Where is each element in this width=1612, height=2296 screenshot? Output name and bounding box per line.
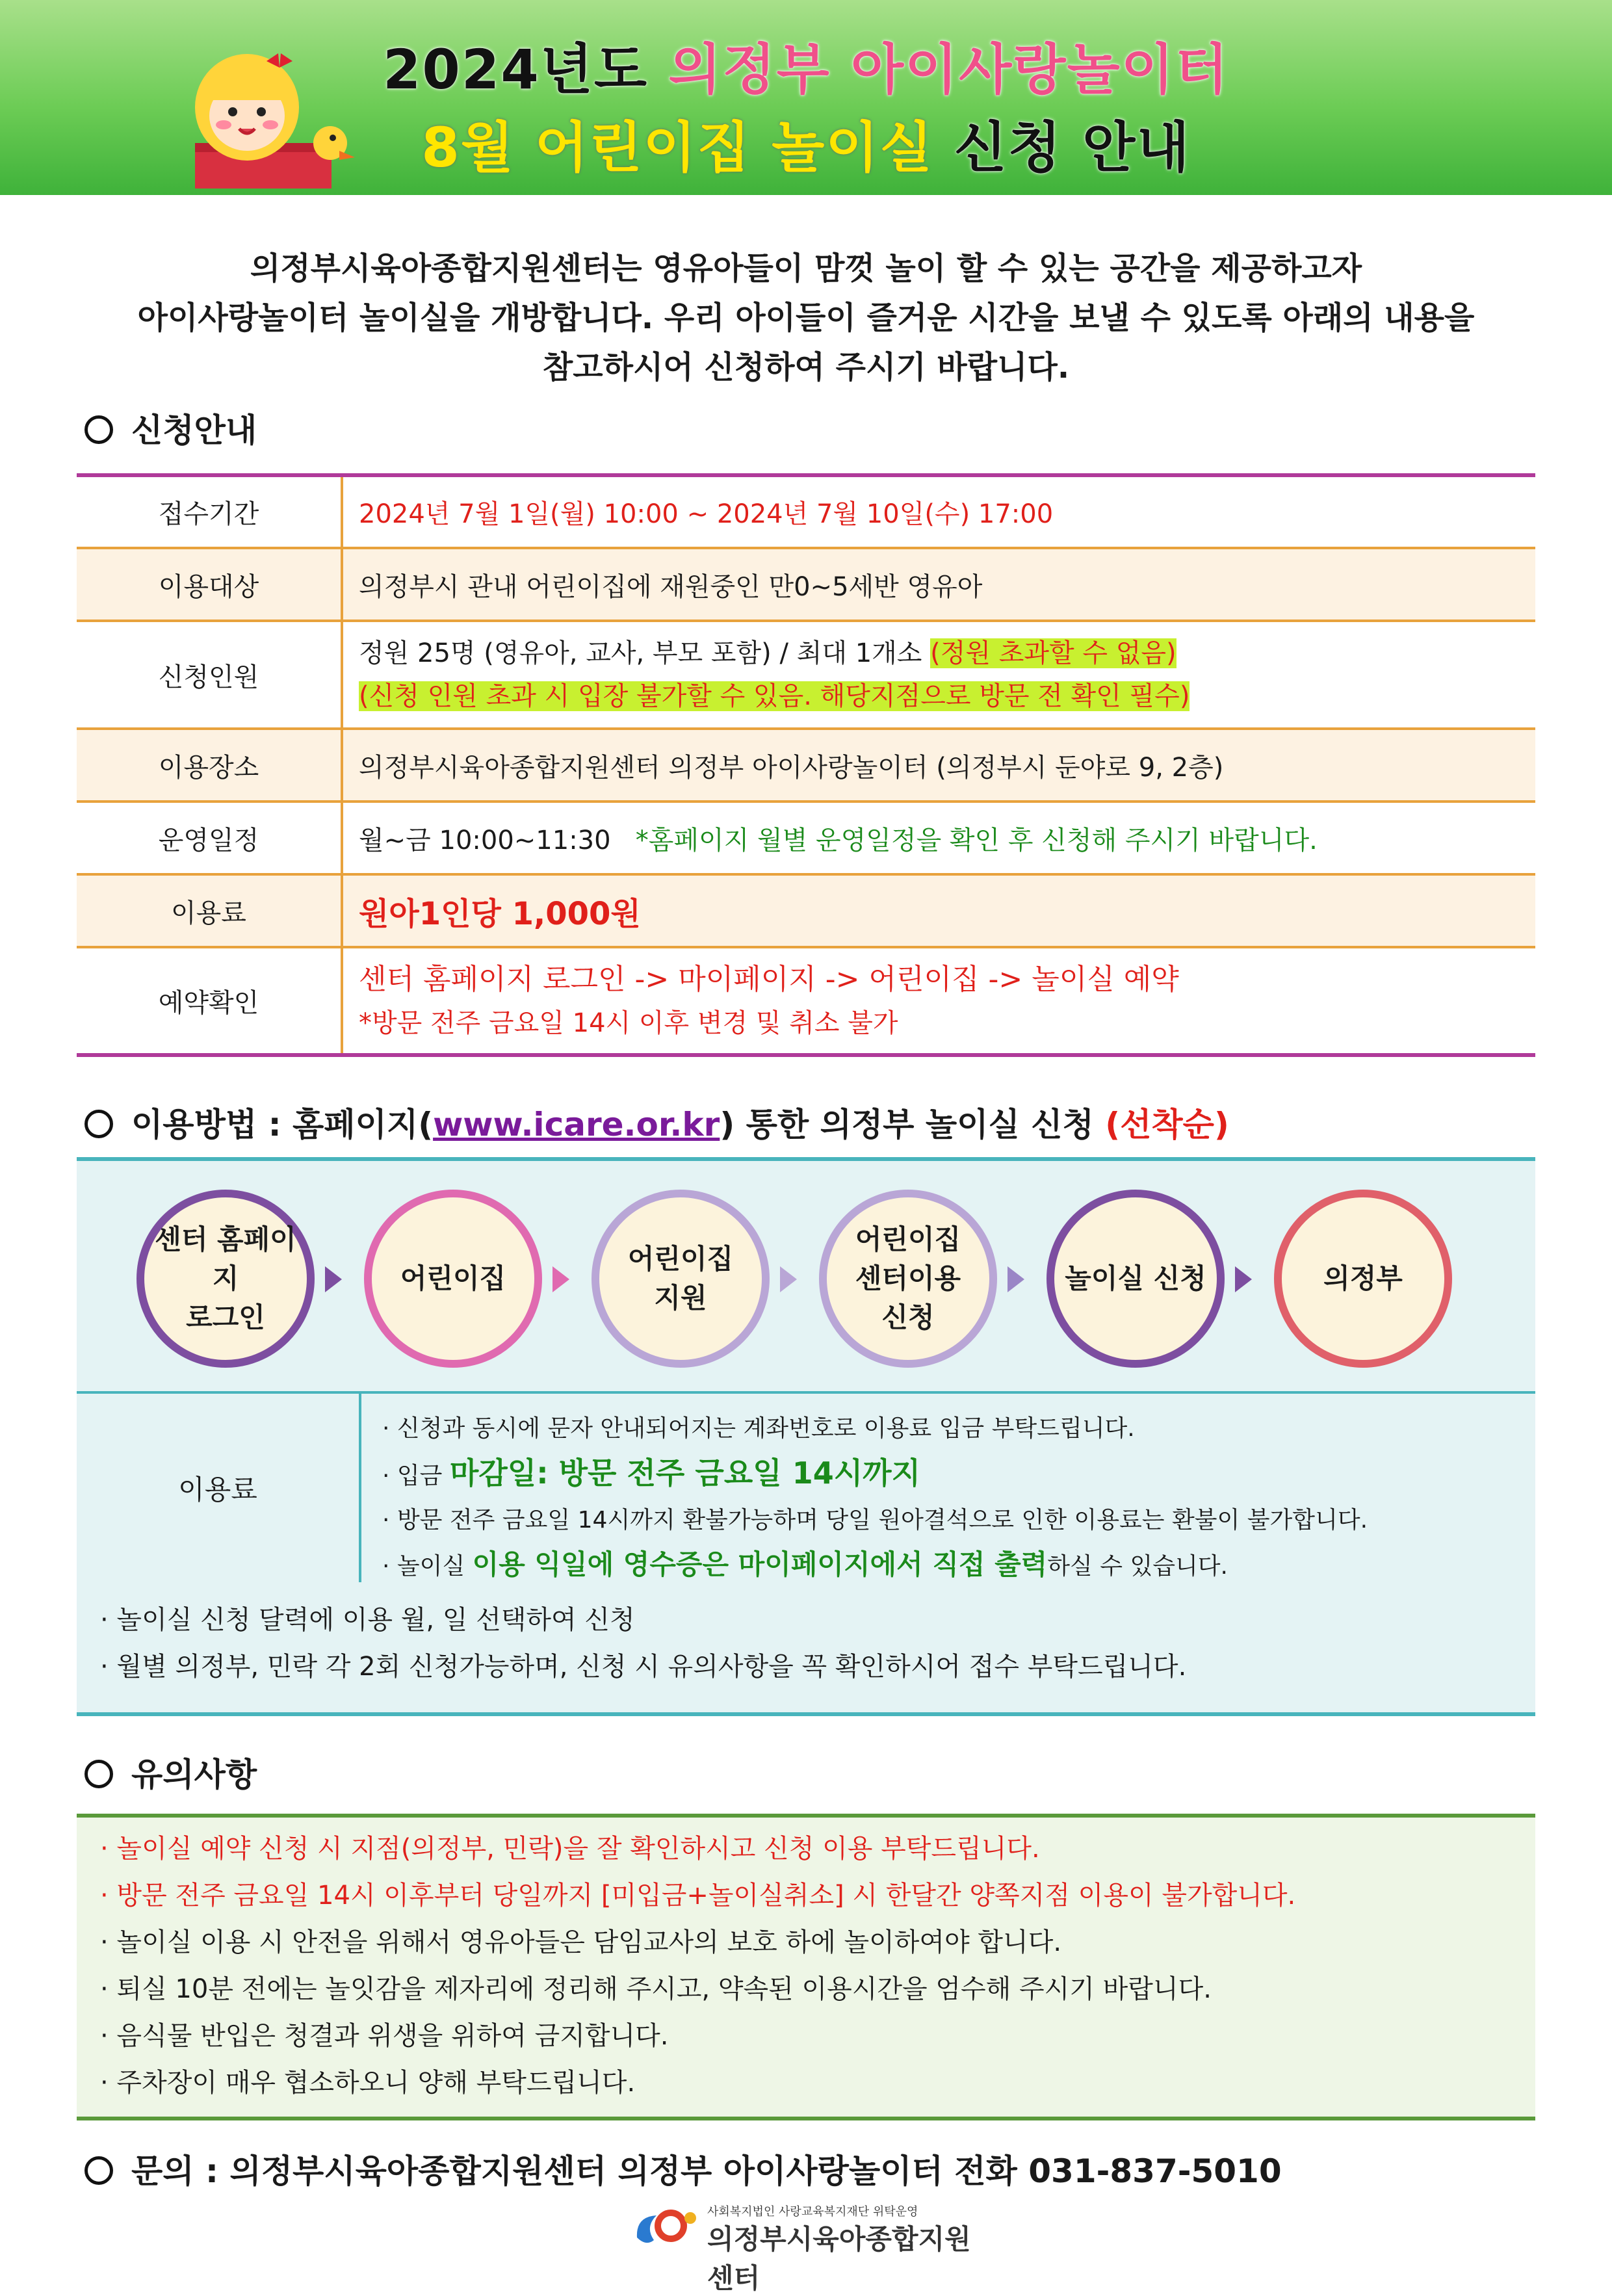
usage-notes: [77, 1582, 1535, 1716]
step-text: 의정부: [1323, 1262, 1403, 1294]
fee-details: [77, 1391, 1535, 1585]
step-text: 센터 홈페이지: [155, 1223, 296, 1294]
circle-bullet-icon: [84, 2156, 113, 2185]
arrow-right-icon: [1235, 1266, 1252, 1292]
confirm-value: 센터 홈페이지 로그인 -> 마이페이지 -> 어린이집 -> 놀이실 예약: [359, 962, 1179, 996]
step-playroom: [1046, 1190, 1225, 1368]
title-room: 어린이집 놀이실: [535, 116, 934, 179]
title-line-1: [0, 26, 1612, 105]
list-item: · 퇴실 10분 전에는 놀잇감을 제자리에 정리해 주시고, 약속된 이용시간을 엄수해 주시기 바랍니다.: [100, 1974, 1212, 2004]
step-text: 신청: [881, 1301, 935, 1333]
table-row: [77, 874, 1535, 947]
section-method-heading: [84, 1099, 1229, 1145]
place-label: 이용장소: [77, 729, 342, 802]
list-item: · 방문 전주 금요일 14시 이후부터 당일까지 [미입금+놀이실취소] 시 한달간 양쪽지점 이용이 불가합니다.: [100, 1881, 1296, 1911]
fee-value: 원아1인당 1,000원: [342, 874, 1535, 947]
target-label: 이용대상: [77, 548, 342, 621]
intro-text: [0, 244, 1612, 392]
count-note: (정원 초과할 수 없음): [930, 638, 1176, 668]
list-item: · 놀이실 예약 신청 시 지점(의정부, 민락)을 잘 확인하시고 신청 이용 부탁드립니다.: [100, 1834, 1040, 1864]
step-text: 어린이집: [855, 1223, 961, 1255]
method-prefix: 이용방법 : 홈페이지(: [131, 1106, 434, 1143]
schedule-note: *홈페이지 월별 운영일정을 확인 후 신청해 주시기 바랍니다.: [635, 825, 1318, 855]
method-note: (선착순): [1105, 1106, 1229, 1143]
circle-bullet-icon: [84, 1760, 113, 1788]
logo-subtitle: 사회복지법인 사랑교육복지재단 위탁운영: [707, 2205, 918, 2219]
step-support: [592, 1190, 770, 1368]
confirm-label: 예약확인: [77, 947, 342, 1055]
info-table: [77, 473, 1535, 1057]
caution-text: [100, 1825, 1295, 2106]
caution-list: [77, 1814, 1535, 2120]
section-caution-title: 유의사항: [131, 1756, 257, 1794]
usage-notes-text: [100, 1597, 1186, 1690]
confirm-cell: [342, 947, 1535, 1055]
period-label: 접수기간: [77, 475, 342, 548]
count-cell: [342, 621, 1535, 729]
table-row: [77, 548, 1535, 621]
method-suffix: ) 통한 의정부 놀이실 신청: [720, 1106, 1094, 1143]
list-item: · 놀이실 신청 달력에 이용 월, 일 선택하여 신청: [100, 1605, 635, 1635]
step-login: [136, 1190, 315, 1368]
title-apply: 신청 안내: [954, 116, 1191, 179]
table-row: [77, 802, 1535, 874]
fee-label: 이용료: [77, 874, 342, 947]
place-value: 의정부시육아종합지원센터 의정부 아이사랑놀이터 (의정부시 둔야로 9, 2층): [342, 729, 1535, 802]
title-year: 2024년도: [382, 38, 649, 101]
header-banner: [0, 0, 1612, 195]
period-value: 2024년 7월 1일(월) 10:00 ~ 2024년 7월 10일(수) 17:00: [342, 475, 1535, 548]
section-apply-heading: [84, 404, 257, 451]
fee-line-4-prefix: · 놀이실: [382, 1553, 473, 1580]
step-uijeongbu: [1274, 1190, 1452, 1368]
section-apply-title: 신청안내: [131, 411, 257, 449]
list-item: · 월별 의정부, 민락 각 2회 신청가능하며, 신청 시 유의사항을 꼭 확인하시어 접수 부탁드립니다.: [100, 1652, 1187, 1682]
intro-line-1: 의정부시육아종합지원센터는 영유아들이 맘껏 놀이 할 수 있는 공간을 제공하고자: [250, 250, 1362, 287]
schedule-cell: [342, 802, 1535, 874]
table-row: [77, 621, 1535, 729]
schedule-label: 운영일정: [77, 802, 342, 874]
step-daycare: [364, 1190, 542, 1368]
schedule-value: 월~금 10:00~11:30: [359, 825, 611, 855]
center-logo-icon: [630, 2201, 702, 2253]
target-value: 의정부시 관내 어린이집에 재원중인 만0~5세반 영유아: [342, 548, 1535, 621]
fee-line-1: · 신청과 동시에 문자 안내되어지는 계좌번호로 이용료 입금 부탁드립니다.: [382, 1415, 1135, 1442]
title-line-2: [0, 104, 1612, 183]
table-row: [77, 729, 1535, 802]
fee-receipt: 이용 익일에 영수증은 마이페이지에서 직접 출력: [472, 1548, 1048, 1580]
table-row: [77, 947, 1535, 1055]
confirm-note: *방문 전주 금요일 14시 이후 변경 및 취소 불가: [359, 1008, 898, 1038]
circle-bullet-icon: [84, 1110, 113, 1138]
count-warning: (신청 인원 초과 시 입장 불가할 수 있음. 해당지점으로 방문 전 확인 필수): [359, 681, 1190, 711]
intro-line-2: 아이사랑놀이터 놀이실을 개방합니다. 우리 아이들이 즐거운 시간을 보낼 수 있도록 아래의 내용을: [137, 300, 1475, 336]
contact-text: 문의 : 의정부시육아종합지원센터 의정부 아이사랑놀이터 전화 031-837-5010: [131, 2152, 1282, 2190]
center-logo: [630, 2198, 994, 2294]
fee-line-3: · 방문 전주 금요일 14시까지 환불가능하며 당일 원아결석으로 인한 이용료는 환불이 불가합니다.: [382, 1507, 1368, 1533]
section-caution-heading: [84, 1749, 257, 1795]
step-text: 어린이집: [627, 1243, 734, 1275]
fee-details-text: [382, 1407, 1368, 1589]
list-item: · 주차장이 매우 협소하오니 양해 부탁드립니다.: [100, 2068, 636, 2098]
list-item: · 놀이실 이용 시 안전을 위해서 영유아들은 담임교사의 보호 하에 놀이하여야 합니다.: [100, 1927, 1062, 1957]
step-text: 지원: [654, 1282, 707, 1314]
step-text: 로그인: [186, 1301, 265, 1333]
step-text: 놀이실 신청: [1065, 1262, 1206, 1294]
step-center-use: [819, 1190, 997, 1368]
count-value: 정원 25명 (영유아, 교사, 부모 포함) / 최대 1개소: [359, 638, 922, 668]
fee-details-label: 이용료: [77, 1394, 361, 1582]
arrow-right-icon: [780, 1266, 797, 1292]
fee-line-2: [382, 1451, 1368, 1498]
arrow-right-icon: [1008, 1266, 1024, 1292]
list-item: · 음식물 반입은 청결과 위생을 위하여 금지합니다.: [100, 2021, 669, 2051]
homepage-link[interactable]: www.icare.or.kr: [433, 1106, 720, 1143]
title-place: 의정부 아이사랑놀이터: [668, 38, 1229, 101]
count-label: 신청인원: [77, 621, 342, 729]
step-text: 센터이용: [855, 1262, 961, 1294]
table-row: [77, 475, 1535, 548]
process-steps: [77, 1157, 1535, 1395]
arrow-right-icon: [552, 1266, 569, 1292]
fee-line-4-suffix: 하실 수 있습니다.: [1047, 1553, 1228, 1580]
intro-line-3: 참고하시어 신청하여 주시기 바랍니다.: [542, 349, 1070, 385]
contact-line: [84, 2145, 1282, 2192]
fee-deadline: 마감일: 방문 전주 금요일 14시까지: [449, 1455, 921, 1491]
arrow-right-icon: [325, 1266, 342, 1292]
step-text: 어린이집: [400, 1262, 506, 1294]
logo-name: 의정부시육아종합지원센터: [707, 2223, 971, 2294]
fee-line-2-prefix: · 입금: [382, 1463, 450, 1489]
circle-bullet-icon: [84, 415, 113, 444]
title-month: 8월: [421, 116, 515, 179]
